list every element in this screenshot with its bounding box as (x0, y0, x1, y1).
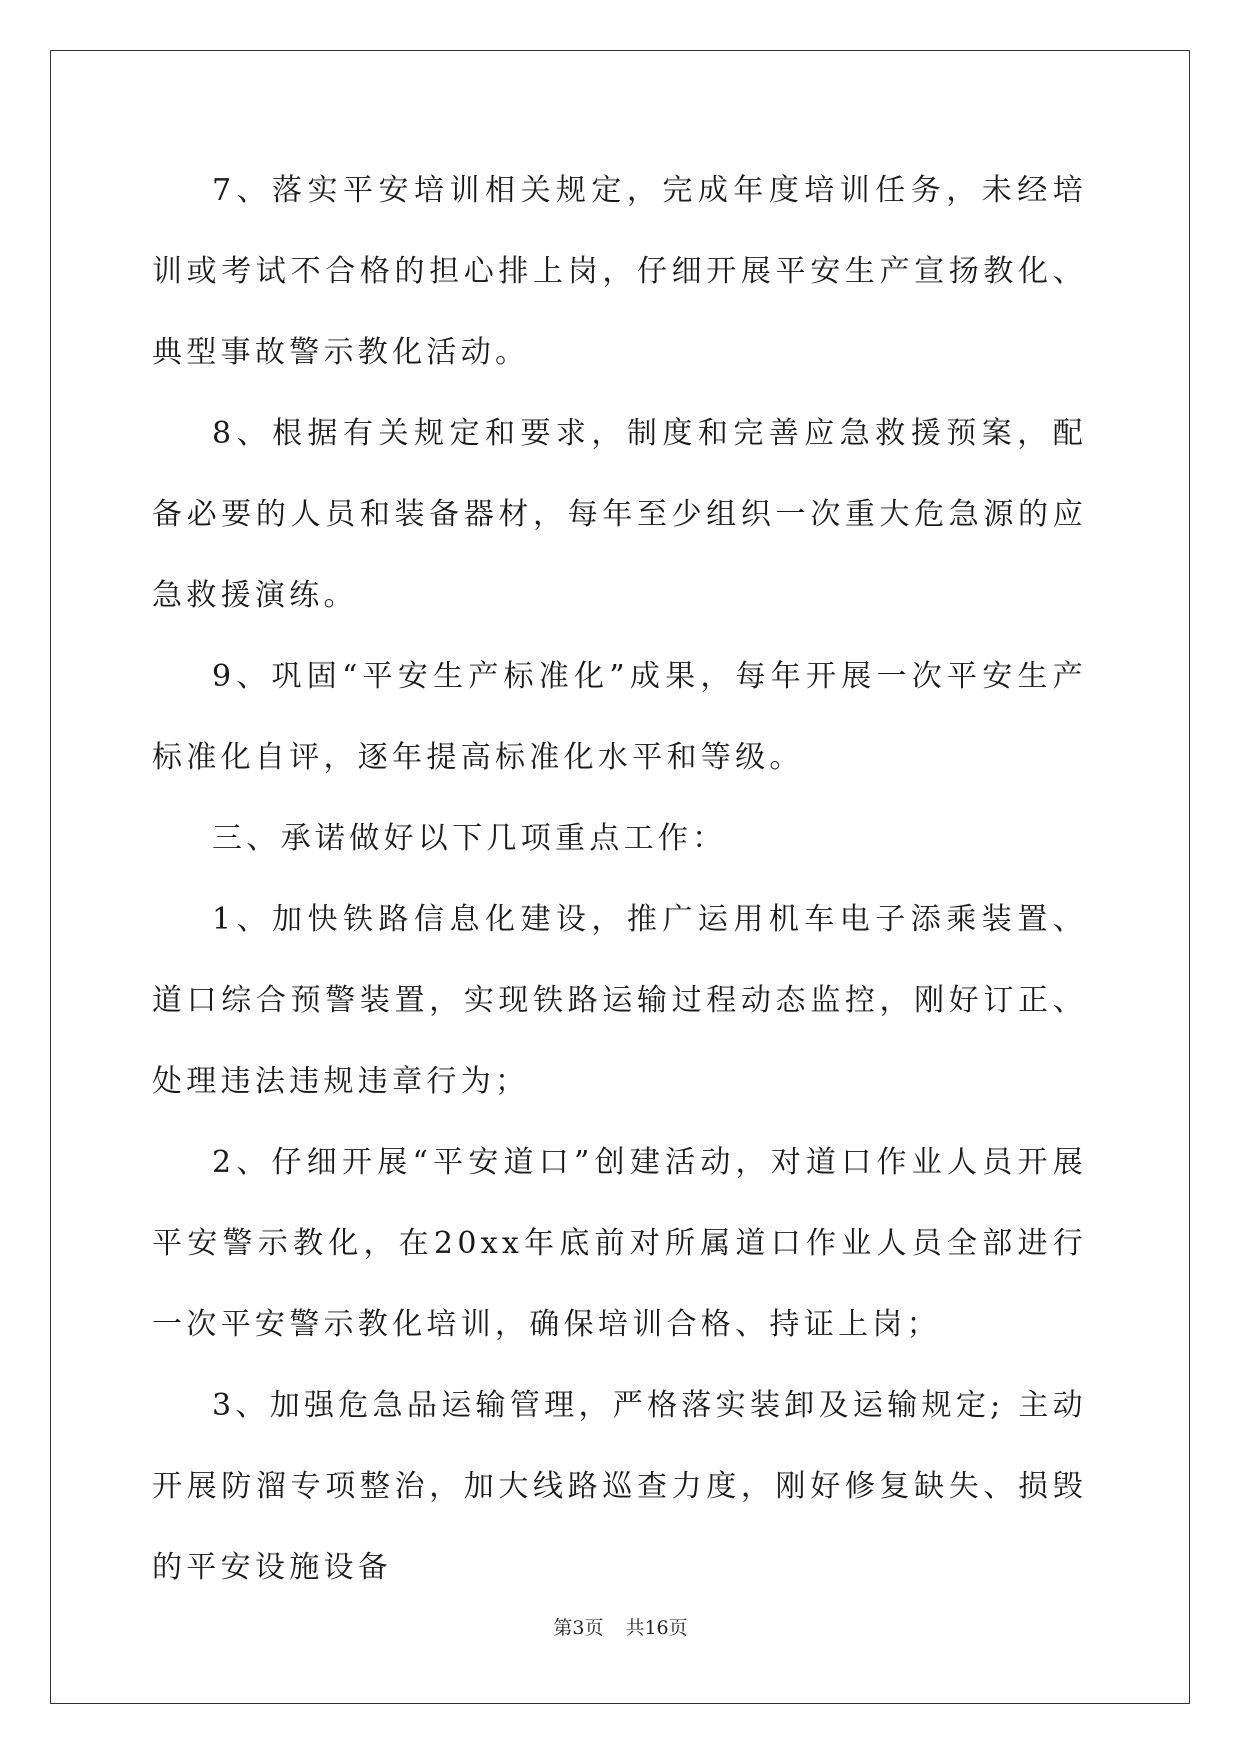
section-heading-three: 三、承诺做好以下几项重点工作： (212, 821, 727, 856)
paragraph-work-1: 1、加快铁路信息化建设，推广运用机车电子添乘装置、道口综合预警装置，实现铁路运输过程动态监控，刚好订正、处理违法违规违章行为； (152, 902, 1087, 1099)
paragraph-item-7: 7、落实平安培训相关规定，完成年度培训任务，未经培训或考试不合格的担心排上岗，仔细开展平安生产宣扬教化、典型事故警示教化活动。 (152, 173, 1087, 370)
paragraph-work-3: 3、加强危急品运输管理，严格落实装卸及运输规定; 主动开展防溜专项整治，加大线路巡查力度，刚好修复缺失、损毁的平安设施设备 (152, 1388, 1087, 1585)
paragraph-work-2: 2、仔细开展“平安道口”创建活动，对道口作业人员开展平安警示教化，在20xx年底前对所属道口作业人员全部进行一次平安警示教化培训，确保培训合格、持证上岗； (152, 1145, 1087, 1342)
paragraph-item-9: 9、巩固“平安生产标准化”成果，每年开展一次平安生产标准化自评，逐年提高标准化水平和等级。 (152, 659, 1087, 775)
total-pages: 共16页 (625, 1617, 688, 1639)
page-number: 第3页 (553, 1617, 604, 1639)
document-body (152, 150, 1087, 1608)
page-footer (0, 1613, 1241, 1640)
paragraph-item-8: 8、根据有关规定和要求，制度和完善应急救援预案，配备必要的人员和装备器材，每年至少组织一次重大危急源的应急救援演练。 (152, 416, 1087, 613)
